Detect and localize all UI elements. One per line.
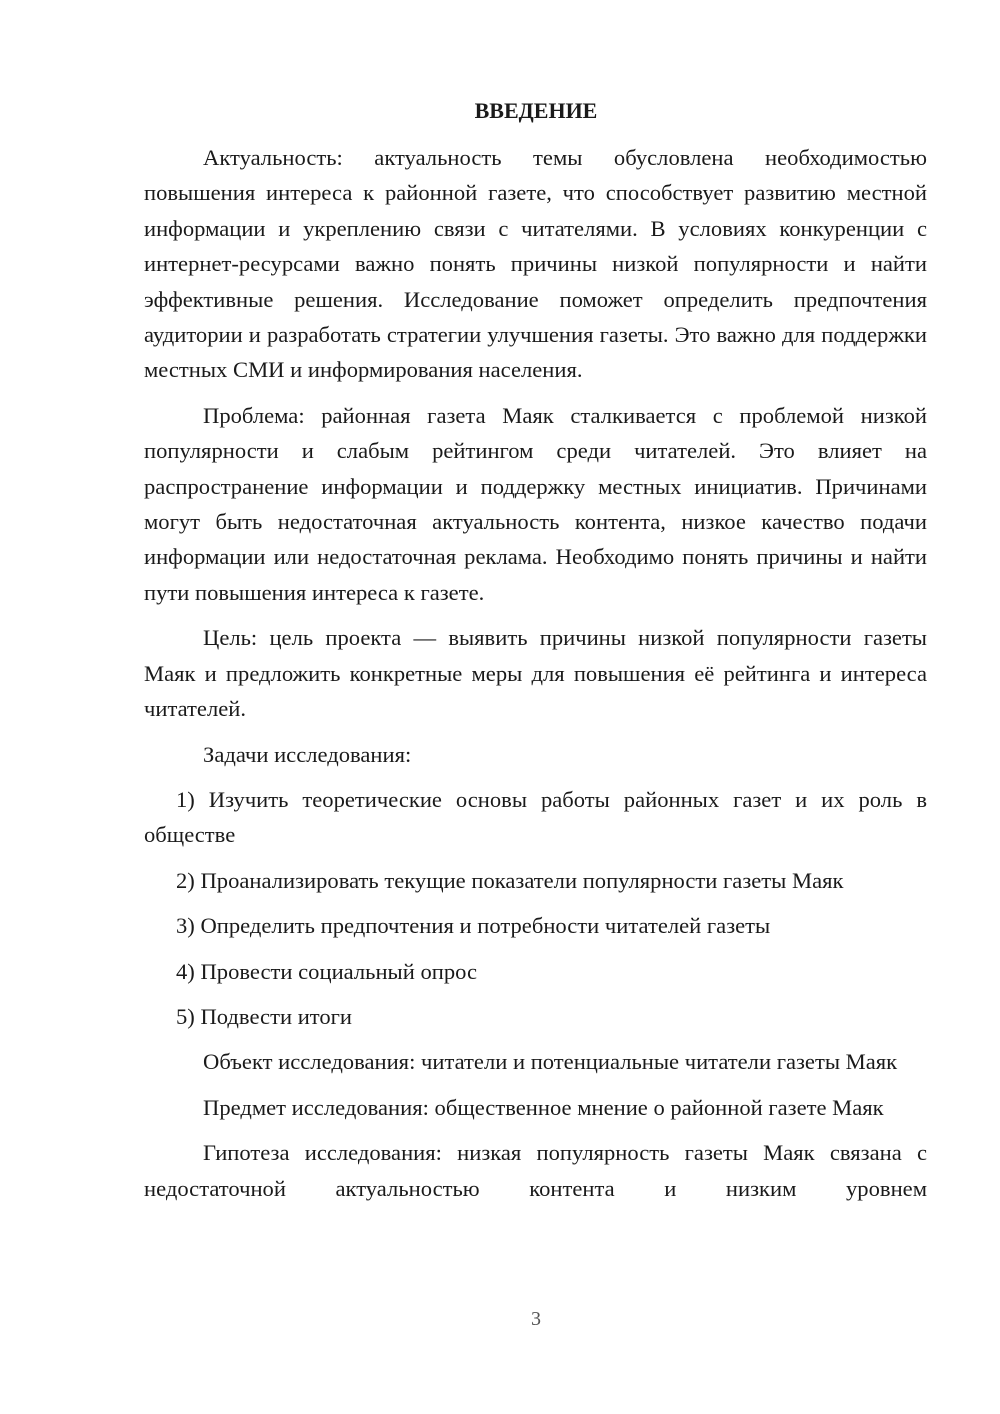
task-item: 2) Проанализировать текущие показатели популярности газеты Маяк	[176, 867, 844, 893]
goal-paragraph: Цель: цель проекта — выявить причины низкой популярности газеты Маяк и предложить конкретные меры для повышения её рейтинга и интереса читателей.	[144, 625, 927, 722]
document-body	[144, 140, 927, 1206]
task-item: 3) Определить предпочтения и потребности читателей газеты	[176, 913, 771, 939]
hypothesis-paragraph: Гипотеза исследования: низкая популярность газеты Маяк связана с недостаточной актуальностью контента и низким уровнем	[144, 1140, 927, 1201]
task-item: 5) Подвести итоги	[176, 1003, 353, 1029]
task-item: 4) Провести социальный опрос	[176, 958, 478, 984]
relevance-paragraph: Актуальность: актуальность темы обусловлена необходимостью повышения интереса к районной газете, что способствует развитию местной информации и укреплению связи с читателями. В условиях конкуренции с интернет-ресурсами важно понять причины низкой популярности и найти эффективные решения. Исследование поможет определить предпочтения аудитории и разработать стратегии улучшения газеты. Это важно для поддержки местных СМИ и информирования населения.	[144, 145, 927, 383]
object-paragraph: Объект исследования: читатели и потенциальные читатели газеты Маяк	[203, 1049, 898, 1075]
tasks-title: Задачи исследования:	[203, 741, 412, 767]
page-number: 3	[531, 1308, 541, 1330]
task-item: 1) Изучить теоретические основы работы районных газет и их роль в обществе	[144, 786, 927, 848]
page-heading: ВВЕДЕНИЕ	[474, 98, 598, 123]
problem-paragraph: Проблема: районная газета Маяк сталкивается с проблемой низкой популярности и слабым рейтингом среди читателей. Это влияет на распространение информации и поддержку местных инициатив. Причинами могут быть недостаточная актуальность контента, низкое качество подачи информации или недостаточная реклама. Необходимо понять причины и найти пути повышения интереса к газете.	[144, 402, 927, 605]
subject-paragraph: Предмет исследования: общественное мнение о районной газете Маяк	[203, 1094, 884, 1120]
